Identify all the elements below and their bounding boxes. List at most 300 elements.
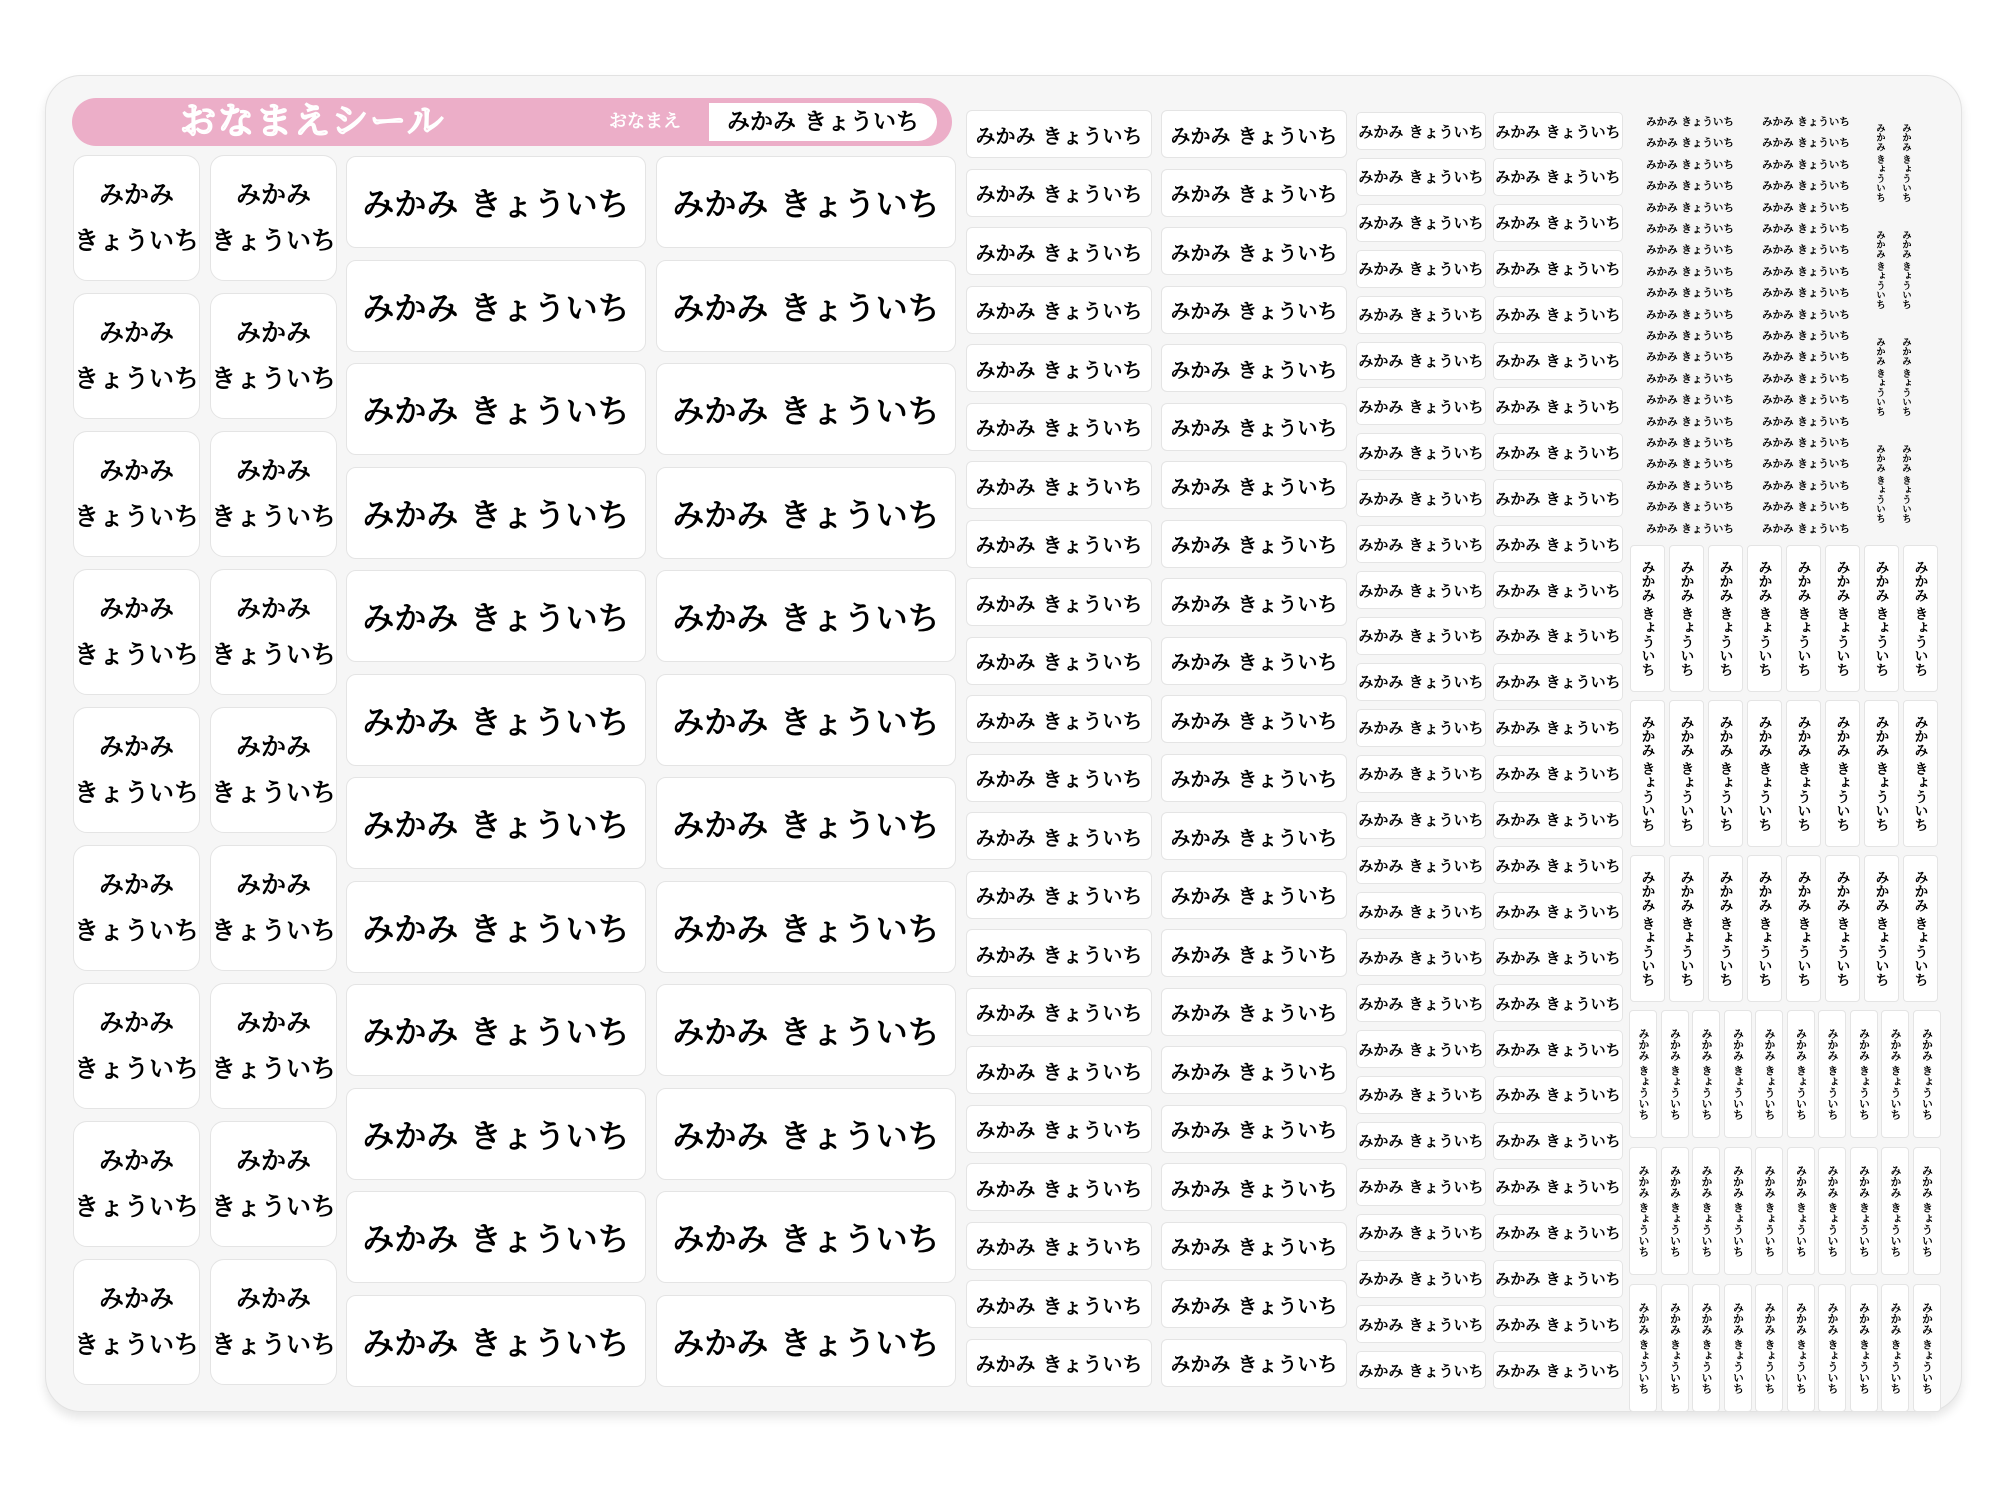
sticker-text: みかみ きょういち <box>1495 1315 1621 1334</box>
sticker-text: みかみ きょういち <box>1834 715 1851 832</box>
sticker-text: みかみ きょういち <box>1170 1293 1338 1318</box>
sticker-text: みかみ きょういち <box>1358 1132 1484 1151</box>
small-sticker <box>1493 158 1623 196</box>
sticker-text: みかみ きょういち <box>1170 1176 1338 1201</box>
large-sticker <box>656 570 956 662</box>
small-sticker <box>1356 158 1486 196</box>
sticker-text: みかみ きょういち <box>1762 372 1850 385</box>
sticker-text: みかみ きょういち <box>1495 1270 1621 1288</box>
medium-sticker <box>966 169 1152 217</box>
medium-sticker <box>966 344 1152 392</box>
sticker-text: みかみ きょういち <box>1170 591 1338 616</box>
sticker-text: みかみ きょういち <box>1170 1001 1338 1025</box>
small-sticker <box>1493 755 1623 793</box>
medium-sticker <box>966 754 1152 802</box>
tiny-sticker <box>1634 262 1746 281</box>
medium-sticker <box>966 520 1152 568</box>
vertical-sticker <box>1630 700 1665 847</box>
vertical-sticker <box>1747 700 1782 847</box>
sticker-text: みかみ きょういち <box>1646 223 1734 235</box>
large-sticker <box>346 156 646 248</box>
small-sticker <box>1356 525 1486 563</box>
sticker-text: みかみ きょういち <box>672 288 940 327</box>
narrow-vertical-sticker <box>1692 1010 1720 1138</box>
sticker-text: みかみ きょういち <box>1873 715 1890 832</box>
small-sticker <box>1356 433 1486 471</box>
sticker-text: みかみ きょういち <box>975 1059 1143 1084</box>
tiny-sticker <box>1634 133 1746 152</box>
sticker-text: みかみ きょういち <box>1678 715 1695 832</box>
sticker-text: みかみ きょういち <box>1646 158 1734 171</box>
narrow-vertical-sticker <box>1913 1010 1941 1138</box>
sticker-text: みかみ きょういち <box>1646 458 1734 471</box>
sticker-text: みかみ きょういち <box>1762 330 1850 342</box>
sticker-text: みかみ きょういち <box>1762 437 1850 449</box>
sticker-text: みかみ きょういち <box>1358 1315 1484 1334</box>
sticker-text: みかみ きょういち <box>1639 870 1656 987</box>
small-sticker <box>1493 433 1623 471</box>
medium-sticker <box>966 1046 1152 1094</box>
sticker-text: みかみ きょういち <box>1646 501 1734 514</box>
sticker-text: みかみ きょういち <box>1762 415 1850 428</box>
tiny-sticker <box>1634 219 1746 238</box>
sticker-text: みかみ きょういち <box>1358 673 1484 692</box>
medium-sticker <box>1161 812 1347 860</box>
medium-sticker <box>1161 871 1347 919</box>
narrow-vertical-sticker <box>1913 1147 1941 1275</box>
sticker-text: みかみ きょういち <box>1646 394 1734 407</box>
square-sticker <box>210 431 337 557</box>
small-sticker <box>1356 846 1486 884</box>
tiny-sticker <box>1750 283 1862 302</box>
small-sticker <box>1356 984 1486 1022</box>
sticker-text: みかみ きょういち <box>1874 123 1885 203</box>
sticker-text: みかみ きょういち <box>1358 856 1484 875</box>
sticker-text: みかみ きょういち <box>1762 522 1850 535</box>
small-sticker <box>1356 617 1486 655</box>
sticker-text: みかみ きょういち <box>1717 560 1734 677</box>
sticker-text: みかみ きょういち <box>975 1235 1143 1259</box>
small-sticker <box>1356 1168 1486 1206</box>
sticker-text: みかみ きょういち <box>1912 870 1929 987</box>
sticker-text: きょういち <box>74 1054 200 1083</box>
large-sticker <box>656 1295 956 1387</box>
sticker-text: みかみ きょういち <box>1358 122 1484 141</box>
tiny-sticker <box>1750 240 1862 259</box>
sticker-text: みかみ <box>98 870 174 899</box>
tiny-sticker <box>1634 390 1746 409</box>
sticker-text: みかみ きょういち <box>1873 870 1890 987</box>
square-sticker <box>210 1121 337 1247</box>
small-sticker <box>1493 112 1623 150</box>
narrow-vertical-sticker <box>1661 1147 1689 1275</box>
name-field[interactable]: みかみ きょういち <box>709 103 937 141</box>
vertical-sticker <box>1786 855 1821 1002</box>
narrow-vertical-sticker <box>1724 1284 1752 1412</box>
sticker-text: きょういち <box>74 778 200 807</box>
sticker-text: みかみ きょういち <box>1358 260 1484 279</box>
sticker-text: みかみ きょういち <box>1495 168 1621 187</box>
sticker-text: みかみ きょういち <box>975 299 1143 323</box>
sticker-text: みかみ きょういち <box>1358 489 1484 508</box>
sticker-text: みかみ きょういち <box>975 591 1143 616</box>
medium-sticker <box>966 461 1152 509</box>
medium-sticker <box>966 929 1152 977</box>
sticker-text: きょういち <box>74 1330 200 1359</box>
tiny-vertical-sticker <box>1868 326 1890 428</box>
sticker-text: みかみ きょういち <box>1646 308 1734 321</box>
medium-sticker <box>966 227 1152 275</box>
sticker-text: みかみ きょういち <box>975 942 1143 967</box>
sticker-text: みかみ きょういち <box>1678 560 1695 677</box>
small-sticker <box>1493 709 1623 747</box>
sticker-text: みかみ きょういち <box>1495 994 1621 1013</box>
narrow-vertical-sticker <box>1755 1147 1783 1275</box>
narrow-vertical-sticker <box>1629 1284 1657 1412</box>
small-sticker <box>1356 1260 1486 1298</box>
medium-sticker <box>1161 1280 1347 1328</box>
sticker-text: みかみ <box>98 1146 174 1175</box>
medium-sticker <box>1161 169 1347 217</box>
small-sticker <box>1493 525 1623 563</box>
vertical-sticker <box>1786 545 1821 692</box>
vertical-sticker <box>1864 700 1899 847</box>
sticker-text: みかみ きょういち <box>1170 182 1338 206</box>
sticker-text: みかみ きょういち <box>1358 535 1484 554</box>
sticker-text: みかみ きょういち <box>1358 1040 1484 1059</box>
sticker-text: みかみ きょういち <box>1834 560 1851 677</box>
small-sticker <box>1493 204 1623 242</box>
sticker-text: みかみ <box>98 456 174 485</box>
small-sticker <box>1493 1076 1623 1114</box>
large-sticker <box>346 881 646 973</box>
sticker-text: みかみ きょういち <box>362 185 630 223</box>
medium-sticker <box>966 1280 1152 1328</box>
tiny-sticker <box>1634 198 1746 217</box>
small-sticker <box>1356 1305 1486 1343</box>
vertical-sticker <box>1864 855 1899 1002</box>
tiny-sticker <box>1634 519 1746 538</box>
small-sticker <box>1493 801 1623 839</box>
tiny-sticker <box>1750 155 1862 174</box>
tiny-sticker <box>1634 176 1746 195</box>
small-sticker <box>1493 1214 1623 1252</box>
square-sticker <box>210 569 337 695</box>
sticker-text: みかみ きょういち <box>672 1116 940 1155</box>
medium-sticker <box>966 110 1152 158</box>
sticker-text: みかみ きょういち <box>1794 1028 1808 1120</box>
narrow-vertical-sticker <box>1787 1284 1815 1412</box>
narrow-vertical-sticker <box>1818 1147 1846 1275</box>
sticker-text: みかみ きょういち <box>975 1293 1143 1318</box>
sticker-text: みかみ きょういち <box>672 702 940 741</box>
sticker-text: みかみ きょういち <box>1358 306 1484 325</box>
small-sticker <box>1356 755 1486 793</box>
sticker-text: みかみ きょういち <box>1358 1178 1484 1197</box>
large-sticker <box>656 467 956 559</box>
sticker-text: みかみ きょういち <box>1170 942 1338 967</box>
vertical-sticker <box>1825 700 1860 847</box>
small-sticker <box>1493 1168 1623 1206</box>
sticker-text: みかみ きょういち <box>1170 650 1338 674</box>
sticker-text: みかみ きょういち <box>1495 1178 1621 1197</box>
sticker-text: みかみ <box>235 180 311 209</box>
sticker-text: みかみ きょういち <box>1873 560 1890 677</box>
sticker-text: みかみ きょういち <box>1646 330 1734 342</box>
sticker-text: みかみ きょういち <box>1358 168 1484 187</box>
small-sticker <box>1493 1122 1623 1160</box>
square-sticker <box>73 707 200 833</box>
sticker-text: みかみ きょういち <box>1717 715 1734 832</box>
narrow-vertical-sticker <box>1755 1010 1783 1138</box>
tiny-vertical-sticker <box>1894 433 1916 535</box>
tiny-sticker <box>1634 433 1746 452</box>
sticker-text: みかみ きょういち <box>1495 1040 1621 1059</box>
sticker-text: みかみ きょういち <box>1495 214 1621 233</box>
sticker-text: みかみ きょういち <box>1857 1302 1871 1394</box>
sticker-text: みかみ きょういち <box>1637 1302 1650 1394</box>
tiny-sticker <box>1750 390 1862 409</box>
narrow-vertical-sticker <box>1818 1010 1846 1138</box>
sticker-text: みかみ きょういち <box>1170 357 1338 382</box>
sticker-text: みかみ きょういち <box>1731 1165 1745 1257</box>
sticker-text: みかみ きょういち <box>1646 180 1734 193</box>
sticker-text: みかみ <box>235 594 311 623</box>
medium-sticker <box>1161 637 1347 685</box>
sticker-text: みかみ きょういち <box>1762 458 1850 471</box>
sticker-text: みかみ きょういち <box>1900 337 1911 417</box>
square-sticker <box>210 293 337 419</box>
tiny-vertical-sticker <box>1894 326 1916 428</box>
tiny-vertical-sticker <box>1868 433 1890 535</box>
sticker-text: みかみ きょういち <box>1912 715 1929 832</box>
medium-sticker <box>966 1163 1152 1211</box>
sticker-text: みかみ きょういち <box>1170 767 1338 791</box>
vertical-sticker <box>1825 545 1860 692</box>
sticker-text: みかみ きょういち <box>1900 230 1911 310</box>
sticker-text: みかみ きょういち <box>1762 244 1850 257</box>
medium-sticker <box>966 286 1152 334</box>
tiny-sticker <box>1750 176 1862 195</box>
small-sticker <box>1493 479 1623 517</box>
large-sticker <box>656 777 956 869</box>
sticker-text: きょういち <box>74 916 200 945</box>
sticker-text: みかみ きょういち <box>1857 1028 1871 1120</box>
medium-sticker <box>966 578 1152 626</box>
small-sticker <box>1493 1351 1623 1389</box>
medium-sticker <box>1161 1105 1347 1153</box>
sticker-text: みかみ きょういち <box>1170 240 1338 265</box>
sticker-text: みかみ きょういち <box>1170 1059 1338 1084</box>
sticker-text: みかみ きょういち <box>672 495 940 534</box>
sticker-text: みかみ きょういち <box>1358 352 1484 370</box>
sticker-text: みかみ きょういち <box>1495 765 1621 784</box>
sticker-text: みかみ きょういち <box>672 185 940 223</box>
sticker-text: みかみ <box>98 732 174 761</box>
sticker-text: みかみ きょういち <box>1637 1165 1650 1257</box>
medium-sticker <box>1161 1222 1347 1270</box>
sticker-text: みかみ きょういち <box>1763 1165 1776 1257</box>
sticker-text: みかみ きょういち <box>362 1220 630 1258</box>
large-sticker <box>346 1295 646 1387</box>
sticker-text: みかみ きょういち <box>1170 299 1338 323</box>
sticker-text: きょういち <box>211 916 337 945</box>
sticker-text: みかみ きょういち <box>1495 581 1621 600</box>
sticker-text: みかみ きょういち <box>1826 1302 1839 1394</box>
sticker-text: みかみ きょういち <box>1358 443 1484 462</box>
sticker-text: みかみ きょういち <box>1646 116 1734 128</box>
narrow-vertical-sticker <box>1881 1284 1909 1412</box>
small-sticker <box>1493 892 1623 930</box>
sticker-text: みかみ <box>235 318 311 347</box>
sticker-text: みかみ きょういち <box>1639 560 1656 677</box>
sticker-text: みかみ <box>98 1008 174 1037</box>
medium-sticker <box>966 1222 1152 1270</box>
sticker-text: みかみ きょういち <box>1756 560 1773 677</box>
sticker-text: みかみ きょういち <box>1358 627 1484 646</box>
sticker-text: みかみ きょういち <box>1358 581 1484 600</box>
sticker-text: みかみ きょういち <box>1495 811 1621 829</box>
sticker-text: みかみ きょういち <box>362 392 630 430</box>
square-sticker <box>210 983 337 1109</box>
large-sticker <box>656 260 956 352</box>
sticker-text: きょういち <box>211 226 337 255</box>
sticker-text: みかみ きょういち <box>1900 444 1911 524</box>
large-sticker <box>346 363 646 455</box>
vertical-sticker <box>1903 545 1938 692</box>
tiny-sticker <box>1750 433 1862 452</box>
vertical-sticker <box>1747 545 1782 692</box>
small-sticker <box>1493 571 1623 609</box>
vertical-sticker <box>1825 855 1860 1002</box>
small-sticker <box>1356 1214 1486 1252</box>
tiny-sticker <box>1750 219 1862 238</box>
sticker-text: きょういち <box>74 640 200 669</box>
tiny-sticker <box>1634 283 1746 302</box>
medium-sticker <box>1161 754 1347 802</box>
sticker-text: みかみ きょういち <box>1762 287 1850 300</box>
medium-sticker <box>1161 110 1347 158</box>
sticker-text: きょういち <box>211 1192 337 1221</box>
sticker-text: みかみ きょういち <box>1889 1165 1902 1257</box>
sticker-text: みかみ きょういち <box>1495 443 1621 462</box>
vertical-sticker <box>1708 700 1743 847</box>
tiny-sticker <box>1750 305 1862 324</box>
sticker-text: みかみ きょういち <box>1646 265 1734 278</box>
square-sticker <box>210 707 337 833</box>
sticker-text: みかみ きょういち <box>1756 715 1773 832</box>
sticker-text: みかみ きょういち <box>975 533 1143 557</box>
sticker-text: みかみ <box>98 318 174 347</box>
tiny-sticker <box>1634 369 1746 388</box>
sticker-text: みかみ きょういち <box>1920 1028 1934 1120</box>
medium-sticker <box>966 637 1152 685</box>
sticker-text: みかみ きょういち <box>1700 1302 1713 1394</box>
vertical-sticker <box>1669 700 1704 847</box>
small-sticker <box>1356 571 1486 609</box>
vertical-sticker <box>1786 700 1821 847</box>
sticker-text: みかみ きょういち <box>1170 533 1338 557</box>
large-sticker <box>656 674 956 766</box>
sticker-text: みかみ きょういち <box>1731 1302 1745 1394</box>
sticker-text: みかみ きょういち <box>1358 214 1484 233</box>
medium-sticker <box>1161 344 1347 392</box>
sticker-text: みかみ きょういち <box>1170 708 1338 733</box>
sticker-text: みかみ きょういち <box>1857 1165 1871 1257</box>
sticker-text: みかみ きょういち <box>1358 719 1484 738</box>
small-sticker <box>1493 984 1623 1022</box>
sticker-text: みかみ きょういち <box>1495 1361 1621 1380</box>
sticker-text: みかみ きょういち <box>1646 372 1734 385</box>
narrow-vertical-sticker <box>1629 1010 1657 1138</box>
small-sticker <box>1356 250 1486 288</box>
small-sticker <box>1356 342 1486 380</box>
tiny-sticker <box>1634 347 1746 366</box>
sticker-text: みかみ きょういち <box>1795 715 1812 832</box>
medium-sticker <box>1161 1339 1347 1387</box>
narrow-vertical-sticker <box>1724 1147 1752 1275</box>
sticker-text: みかみ きょういち <box>975 123 1143 148</box>
sticker-text: きょういち <box>211 640 337 669</box>
sticker-text: みかみ きょういち <box>1762 223 1850 235</box>
sticker-text: みかみ きょういち <box>362 909 630 948</box>
tiny-sticker <box>1750 519 1862 538</box>
sticker-text: みかみ きょういち <box>1762 180 1850 193</box>
sticker-text: みかみ きょういち <box>975 1118 1143 1142</box>
narrow-vertical-sticker <box>1692 1147 1720 1275</box>
large-sticker <box>656 1088 956 1180</box>
small-sticker <box>1493 1305 1623 1343</box>
narrow-vertical-sticker <box>1755 1284 1783 1412</box>
sticker-text: みかみ きょういち <box>1762 394 1850 407</box>
sticker-text: みかみ きょういち <box>1358 765 1484 784</box>
small-sticker <box>1356 479 1486 517</box>
sticker-text: みかみ きょういち <box>975 825 1143 850</box>
sticker-text: みかみ きょういち <box>1170 1352 1338 1376</box>
sticker-text: みかみ きょういち <box>975 357 1143 382</box>
sticker-text: みかみ きょういち <box>1794 1165 1808 1257</box>
tiny-sticker <box>1750 412 1862 431</box>
sticker-text: みかみ きょういち <box>975 474 1143 499</box>
vertical-sticker <box>1864 545 1899 692</box>
sticker-text: みかみ きょういち <box>1495 122 1621 141</box>
medium-sticker <box>966 1105 1152 1153</box>
vertical-sticker <box>1630 855 1665 1002</box>
sticker-text: みかみ きょういち <box>1358 1361 1484 1380</box>
sticker-text: みかみ <box>98 180 174 209</box>
narrow-vertical-sticker <box>1661 1010 1689 1138</box>
vertical-sticker <box>1903 855 1938 1002</box>
sticker-text: みかみ きょういち <box>1762 308 1850 321</box>
sticker-text: みかみ きょういち <box>975 884 1143 908</box>
sticker-text: みかみ きょういち <box>362 702 630 741</box>
sticker-text: みかみ きょういち <box>362 1013 630 1051</box>
sticker-text: みかみ きょういち <box>1646 137 1734 150</box>
small-sticker <box>1493 342 1623 380</box>
sticker-text: みかみ きょういち <box>1700 1028 1713 1120</box>
sticker-text: みかみ きょういち <box>1795 870 1812 987</box>
large-sticker <box>656 881 956 973</box>
small-sticker <box>1356 204 1486 242</box>
large-sticker <box>656 1191 956 1283</box>
medium-sticker <box>1161 695 1347 743</box>
sticker-text: みかみ きょういち <box>1639 715 1656 832</box>
sticker-text: みかみ きょういち <box>1874 230 1885 310</box>
sticker-text: みかみ きょういち <box>1763 1028 1776 1120</box>
square-sticker <box>73 155 200 281</box>
tiny-sticker <box>1634 454 1746 473</box>
vertical-sticker <box>1747 855 1782 1002</box>
